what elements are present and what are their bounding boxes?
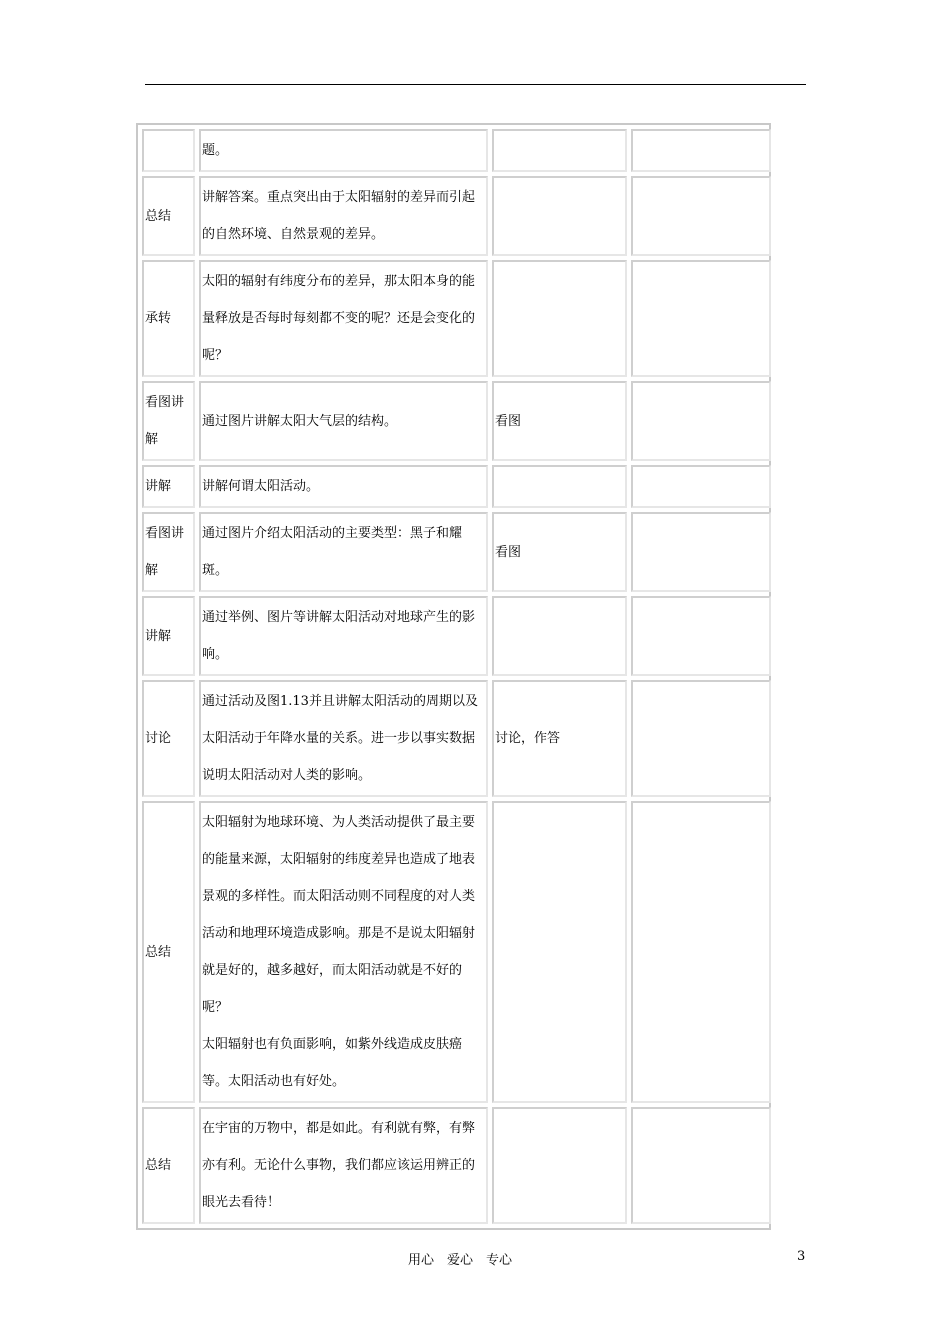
footer-slogan: 用心 爱心 专心 [408,1253,513,1268]
step-cell: 总结 [142,1107,195,1224]
note-cell [631,1107,771,1224]
note-cell [631,801,771,1103]
step-cell: 承转 [142,260,195,377]
student-activity-cell [492,129,627,172]
note-cell [631,680,771,797]
table-row [142,680,771,797]
student-activity-cell: 看图 [492,381,627,461]
note-cell [631,512,771,592]
student-activity-cell [492,801,627,1103]
teacher-activity-cell [199,801,488,1103]
step-cell: 讲解 [142,596,195,676]
student-activity-cell [492,260,627,377]
step-cell: 讲解 [142,465,195,508]
note-cell [631,260,771,377]
step-cell: 总结 [142,801,195,1103]
student-activity-cell: 讨论，作答 [492,680,627,797]
step-cell: 看图讲解 [142,381,195,461]
student-activity-cell [492,465,627,508]
note-cell [631,465,771,508]
table-row [142,465,771,508]
teacher-activity-cell: 通过活动及图1.13并且讲解太阳活动的周期以及太阳活动于年降水量的关系。进一步以事实数据说明太阳活动对人类的影响。 [199,680,488,797]
step-cell: 总结 [142,176,195,256]
table-row [142,596,771,676]
table-row [142,129,771,172]
table-row [142,1107,771,1224]
note-cell [631,129,771,172]
table-row [142,512,771,592]
table-row [142,176,771,256]
teacher-activity-cell: 太阳的辐射有纬度分布的差异，那太阳本身的能量释放是否每时每刻都不变的呢？还是会变化的呢？ [199,260,488,377]
teacher-paragraph: 太阳辐射为地球环境、为人类活动提供了最主要的能量来源，太阳辐射的纬度差异也造成了地表景观的多样性。而太阳活动则不同程度的对人类活动和地理环境造成影响。那是不是说太阳辐射就是好的，越多越好，而太阳活动就是不好的呢？ [202,815,476,1015]
teacher-activity-cell: 通过图片讲解太阳大气层的结构。 [199,381,488,461]
teacher-activity-cell: 在宇宙的万物中，都是如此。有利就有弊，有弊亦有利。无论什么事物，我们都应该运用辨正的眼光去看待！ [199,1107,488,1224]
page-number: 3 [797,1249,806,1264]
student-activity-cell: 看图 [492,512,627,592]
teacher-activity-cell: 题。 [199,129,488,172]
note-cell [631,176,771,256]
step-cell: 讨论 [142,680,195,797]
teacher-activity-cell: 讲解答案。重点突出由于太阳辐射的差异而引起的自然环境、自然景观的差异。 [199,176,488,256]
note-cell [631,596,771,676]
lesson-table [138,125,775,1228]
header-rule [145,84,806,85]
note-cell [631,381,771,461]
teacher-activity-cell: 通过图片介绍太阳活动的主要类型：黑子和耀斑。 [199,512,488,592]
table-row [142,381,771,461]
table-row [142,801,771,1103]
table-row [142,260,771,377]
step-cell: 看图讲解 [142,512,195,592]
teacher-activity-cell: 讲解何谓太阳活动。 [199,465,488,508]
student-activity-cell [492,596,627,676]
step-cell [142,129,195,172]
teacher-paragraph: 太阳辐射也有负面影响，如紫外线造成皮肤癌等。太阳活动也有好处。 [202,1037,463,1089]
student-activity-cell [492,1107,627,1224]
student-activity-cell [492,176,627,256]
lesson-table-frame [136,123,771,1230]
teacher-activity-cell: 通过举例、图片等讲解太阳活动对地球产生的影响。 [199,596,488,676]
